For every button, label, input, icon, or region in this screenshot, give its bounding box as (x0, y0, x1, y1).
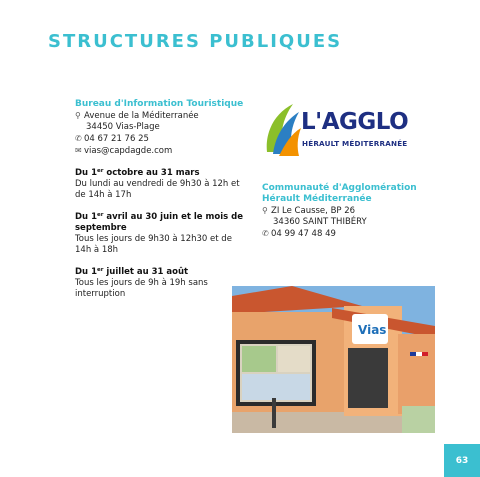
agglo-logo (263, 100, 425, 158)
tourist-office-photo (232, 286, 435, 433)
agglo-address-line2: 34360 SAINT THIBÉRY (273, 217, 367, 227)
logo-swoosh-icon (263, 100, 303, 158)
vias-sign-text: Vias (358, 323, 387, 337)
bureau-phone: 04 67 21 76 25 (84, 134, 149, 144)
hours-schedule: Tous les jours de 9h à 19h sans interruption (75, 278, 208, 299)
location-pin-icon: ⚲ (262, 206, 268, 215)
agglo-heading: Communauté d'Agglomération Hérault Méditerranée (262, 183, 417, 204)
envelope-icon: ✉ (75, 146, 82, 155)
page-title: STRUCTURES PUBLIQUES (48, 31, 343, 52)
agglo-column (262, 183, 442, 240)
logo-sub-text: HÉRAULT MÉDITERRANÉE (302, 139, 408, 148)
bureau-address-line2: 34450 Vias-Plage (86, 122, 160, 132)
bureau-email[interactable]: vias@capdagde.com (84, 146, 173, 156)
hours-block-2 (75, 210, 250, 256)
hours-period: Du 1er juillet au 31 août (75, 267, 189, 277)
bureau-heading: Bureau d'Information Touristique (75, 99, 244, 109)
location-pin-icon: ⚲ (75, 111, 81, 120)
hours-schedule: Du lundi au vendredi de 9h30 à 12h et de 14h à 17h (75, 179, 240, 200)
agglo-address-line1: ZI Le Causse, BP 26 (271, 206, 356, 216)
hours-schedule: Tous les jours de 9h30 à 12h30 et de 14h à 18h (75, 234, 232, 255)
hours-block-3 (75, 265, 250, 300)
logo-main-text: L'AGGLO (301, 109, 409, 135)
bureau-address-line1: Avenue de la Méditerranée (84, 111, 199, 121)
phone-icon: ✆ (75, 134, 82, 143)
agglo-phone: 04 99 47 48 49 (271, 229, 336, 239)
page-number: 63 (444, 444, 480, 477)
hours-period: Du 1er octobre au 31 mars (75, 168, 200, 178)
hours-block-1 (75, 166, 250, 201)
phone-icon: ✆ (262, 229, 269, 238)
hours-period: Du 1er avril au 30 juin et le mois de septembre (75, 212, 243, 233)
bureau-info (75, 99, 250, 157)
bureau-column (75, 99, 250, 309)
